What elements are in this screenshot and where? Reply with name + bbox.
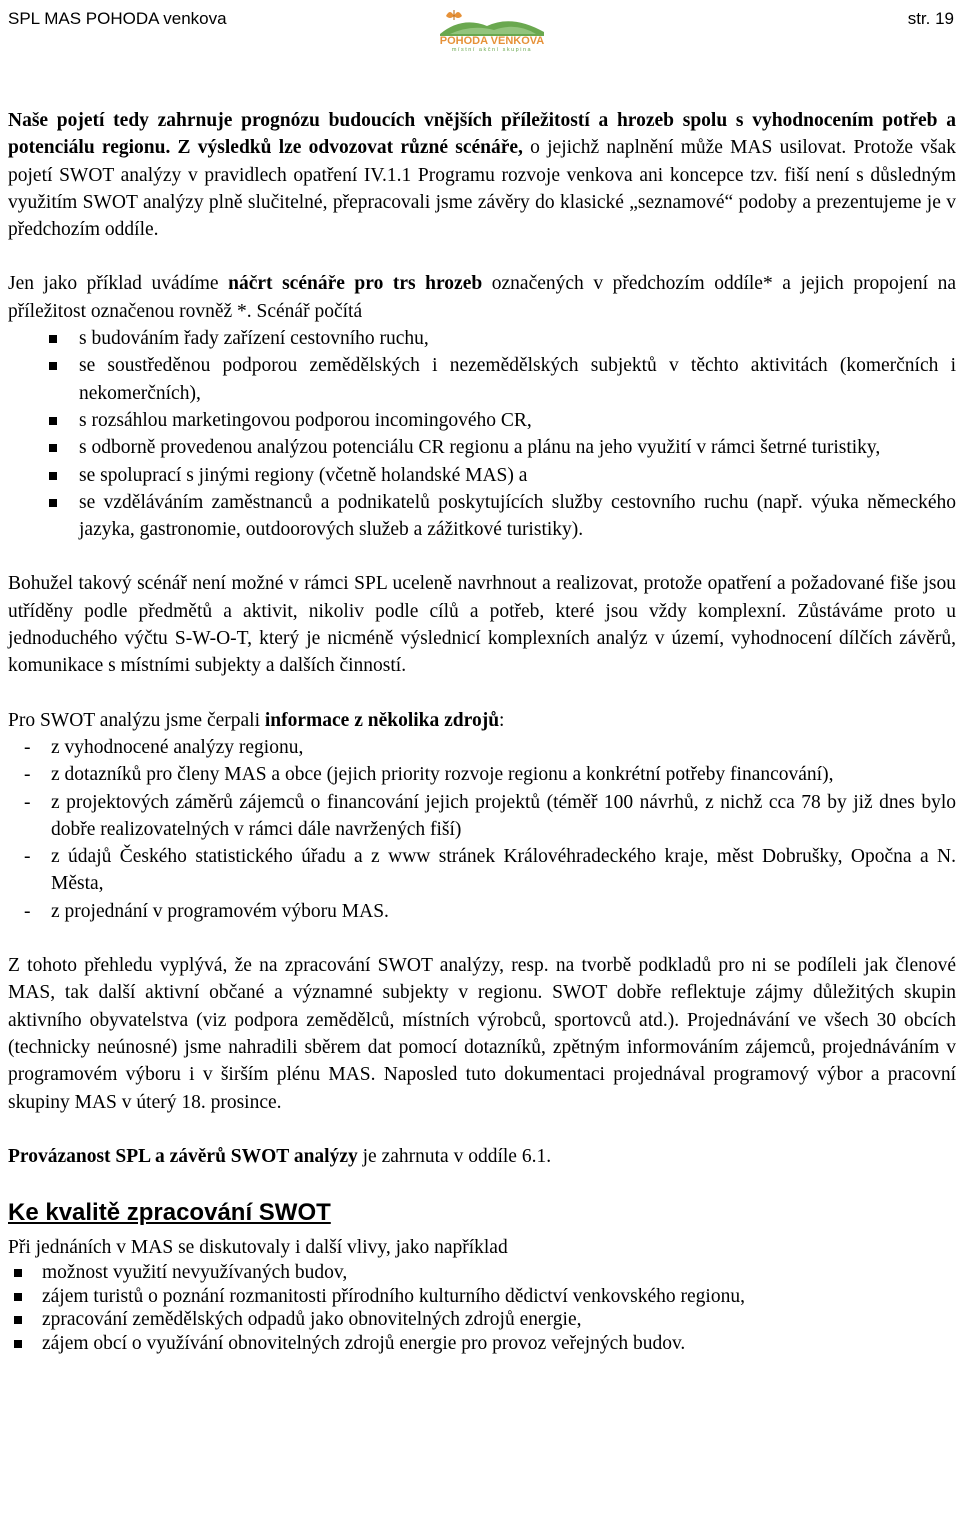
sources-bold: informace z několika zdrojů [264, 709, 500, 731]
pohoda-venkova-logo [432, 4, 552, 52]
list-item: zájem turistů o poznání rozmanitosti přírodního kulturního dědictví venkovského regionu, [8, 1285, 956, 1309]
scenario-bold: náčrt scénáře pro trs hrozeb [228, 273, 483, 295]
list-item: zpracování zemědělských odpadů jako obnovitelných zdrojů energie, [8, 1308, 956, 1332]
list-item: s odborně provedenou analýzou potenciálu CR regionu a plánu na jeho využití v rámci šetrné turistiky, [8, 434, 956, 461]
list-item: - z projednání v programovém výboru MAS. [8, 898, 956, 925]
linkage-text: je zahrnuta v oddíle 6.1. [357, 1145, 552, 1167]
list-item: zájem obcí o využívání obnovitelných zdrojů energie pro provoz veřejných budov. [8, 1332, 956, 1356]
paragraph-discussion: Při jednáních v MAS se diskutovaly i další vlivy, jako například [8, 1237, 508, 1259]
paragraph-approach-bold: Naše pojetí tedy zahrnuje prognózu budoucích vnějších příležitostí a hrozeb spolu s vyhodnocením potřeb a potenciálu regionu. Z výsledků lze odvozovat různé scénáře, [8, 110, 956, 159]
linkage-bold: Provázanost SPL a závěrů SWOT analýzy [8, 1145, 358, 1167]
sources-text-1: Pro SWOT analýzu jsme čerpali [8, 709, 265, 731]
paragraph-overview: Z tohoto přehledu vyplývá, že na zpracování SWOT analýzy, resp. na tvorbě podkladů pro ni se podíleli jak členové MAS, tak další aktivní občané a významné subjekty v regionu. SWOT dobře reflektuje zájmy důležitých skupin aktivního obyvatelstva (viz podpora zemědělců, místních výrobců, sportovců atd.). Projednávání ve všech 30 obcích (technicky neúnosné) jsme nahradili sběrem dat pomocí dotazníků, zpětným informováním zájemců, projednáváním v programovém výboru i v širším plénu MAS. Naposled tuto dokumentaci projednával programový výbor a pracovní skupiny MAS v úterý 18. prosince. [8, 955, 956, 1113]
list-item: - z projektových záměrů zájemců o financování jejich projektů (téměř 100 návrhů, z nichž cca 78 by již dnes bylo dobře realizovatelných v rámci dále navržených fiší) [8, 789, 956, 844]
list-item: se spoluprací s jinými regiony (včetně holandské MAS) a [8, 462, 956, 489]
list-item: - z vyhodnocené analýzy regionu, [8, 734, 956, 761]
sources-text-2: : [499, 709, 505, 731]
sources-list [8, 734, 956, 925]
section-heading: Ke kvalitě zpracování SWOT [8, 1199, 331, 1227]
list-item: možnost využití nevyužívaných budov, [8, 1261, 956, 1285]
list-item: - z údajů Českého statistického úřadu a z www stránek Královéhradeckého kraje, měst Dobrušky, Opočna a N. Města, [8, 843, 956, 898]
paragraph-approach-text: o jejichž naplnění může MAS usilovat. Protože však pojetí SWOT analýzy v pravidlech opatření IV.1.1 Programu rozvoje venkova ani koncepce tzv. fiší není s důsledným využitím SWOT analýzy plně slučitelné, přepracovali jsme závěry do klasické „seznamové“ podoby a prezentujeme je v předchozím oddíle. [8, 137, 957, 241]
list-item: se vzděláváním zaměstnanců a podnikatelů poskytujících služby cestovního ruchu (např. výuka německého jazyka, gastronomie, outdoorových služeb a zážitkové turistiky). [8, 489, 956, 544]
page-header [0, 0, 960, 52]
list-item: s budováním řady zařízení cestovního ruchu, [8, 325, 956, 352]
paragraph-approach [8, 107, 956, 243]
paragraph-linkage [8, 1143, 956, 1170]
discussion-list [8, 1261, 956, 1355]
header-document-title: SPL MAS POHODA venkova [8, 9, 227, 28]
paragraph-scenario [8, 270, 956, 325]
paragraph-sources [8, 707, 956, 734]
document-body [8, 107, 956, 1355]
scenario-text-2: označených v předchozím oddíle* a jejich propojení na příležitost označenou rovněž *. Scénář počítá [8, 273, 957, 322]
page-number: str. 19 [907, 9, 954, 28]
list-item: - z dotazníků pro členy MAS a obce (jejich priority rozvoje regionu a konkrétní potřeby financování), [8, 761, 956, 788]
logo-title: POHODA VENKOVA [439, 35, 545, 47]
logo-subtitle: místní akční skupina [451, 47, 533, 52]
scenario-list [8, 325, 956, 543]
list-item: se soustředěnou podporou zemědělských i nezemědělských subjektů v těchto aktivitách (komerčních i nekomerčních), [8, 352, 956, 407]
paragraph-limitation: Bohužel takový scénář není možné v rámci SPL uceleně navrhnout a realizovat, protože opatření a požadované fiše jsou utříděny podle předmětů a aktivit, nikoliv podle cílů a potřeb, které jsou vždy komplexní. Zůstáváme proto u jednoduchého výčtu S-W-O-T, který je nicméně výslednicí komplexních analýz v území, vyhodnocení dílčích závěrů, komunikace s místními subjekty a dalších činností. [8, 573, 956, 677]
list-item: s rozsáhlou marketingovou podporou incomingového CR, [8, 407, 956, 434]
scenario-text-1: Jen jako příklad uvádíme [8, 273, 229, 295]
